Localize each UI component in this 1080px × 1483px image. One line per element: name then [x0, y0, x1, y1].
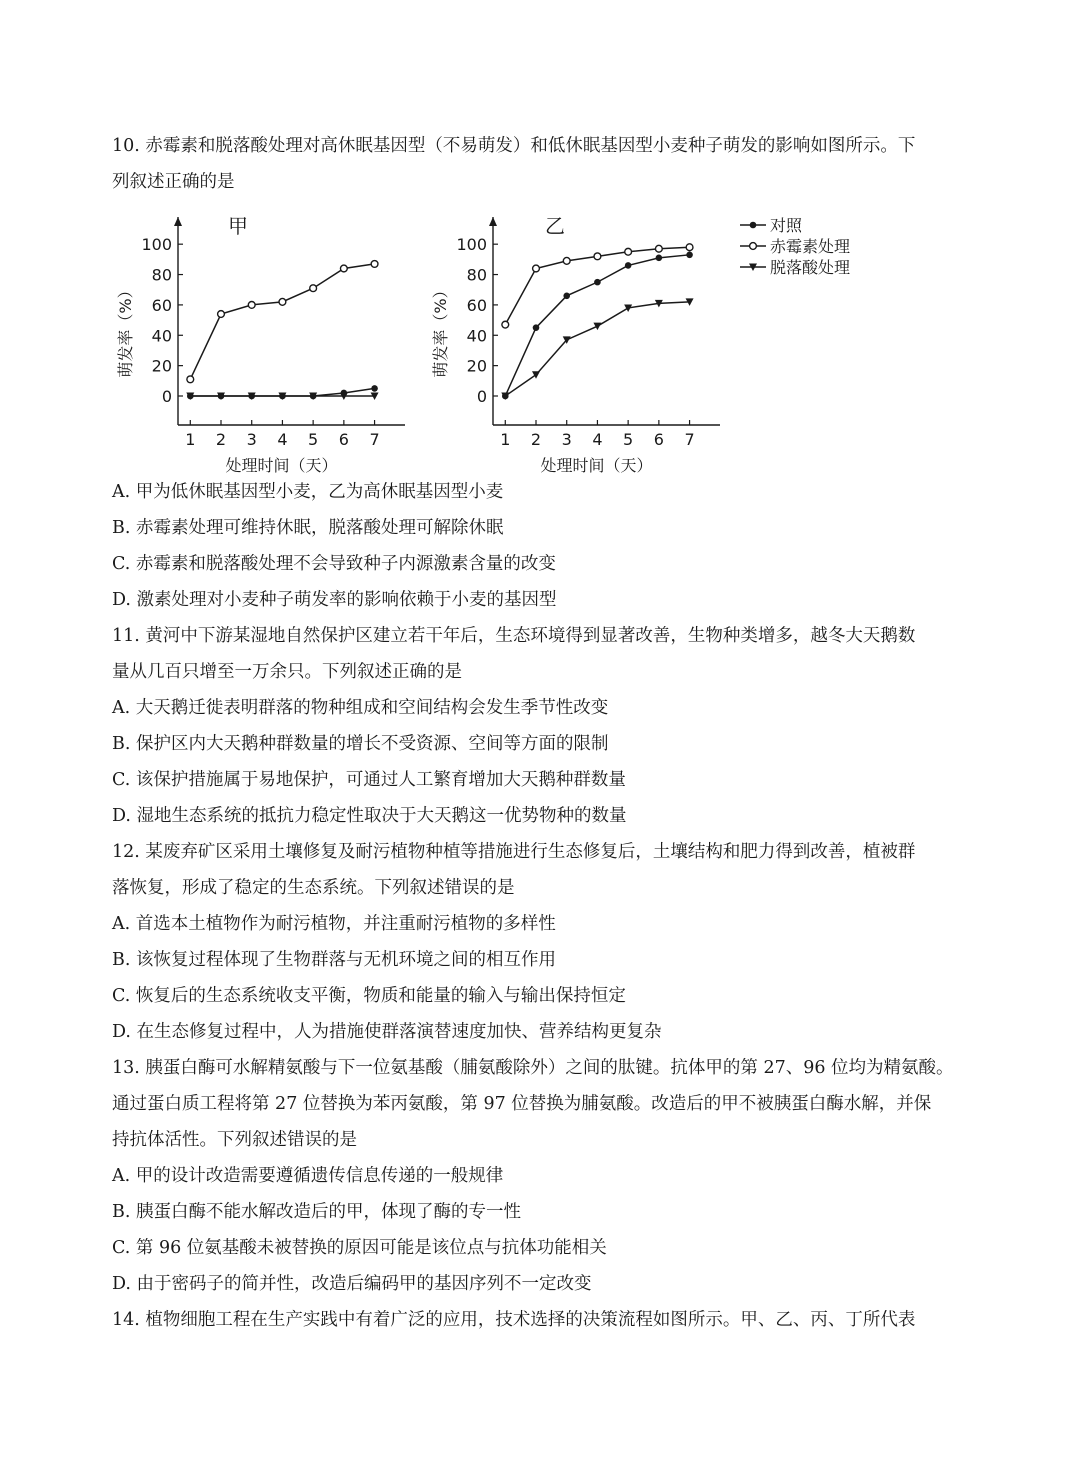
legend-marker	[750, 222, 757, 229]
q14-stem-line1: 14. 植物细胞工程在生产实践中有着广泛的应用，技术选择的决策流程如图所示。甲、乙、丙、丁所代表	[112, 1310, 916, 1330]
x-tick-label: 3	[246, 430, 257, 449]
q12-stem-line2: 落恢复，形成了稳定的生态系统。下列叙述错误的是	[112, 878, 515, 898]
x-tick-label: 1	[185, 430, 196, 449]
chart-title: 乙	[545, 214, 565, 238]
data-point	[371, 261, 378, 268]
x-tick-label: 2	[530, 430, 542, 449]
data-point	[340, 265, 347, 272]
q11-stem-line2: 量从几百只增至一万余只。下列叙述正确的是	[112, 662, 462, 682]
x-tick-label: 7	[369, 430, 380, 449]
q11-option-c: C. 该保护措施属于易地保护，可通过人工繁育增加大天鹅种群数量	[112, 770, 626, 790]
data-point	[625, 262, 632, 269]
legend-marker	[750, 243, 757, 250]
chart-panel-yi	[431, 214, 720, 475]
q10-option-c: C. 赤霉素和脱落酸处理不会导致种子内源激素含量的改变	[112, 554, 556, 574]
legend-label: 对照	[770, 216, 803, 235]
y-axis-arrow	[174, 217, 182, 226]
q13-stem-line3: 持抗体活性。下列叙述错误的是	[112, 1130, 357, 1150]
data-point	[563, 257, 570, 264]
q11-stem-line1: 11. 黄河中下游某湿地自然保护区建立若干年后，生态环境得到显著改善，生物种类增多，越冬大天鹅数	[112, 626, 916, 646]
data-point	[187, 376, 194, 383]
x-tick-label: 5	[623, 430, 634, 449]
chart-legend	[740, 216, 850, 277]
y-tick-label: 100	[141, 235, 172, 255]
y-tick-label: 80	[466, 265, 487, 285]
q12-option-b: B. 该恢复过程体现了生物群落与无机环境之间的相互作用	[112, 950, 556, 970]
data-point	[248, 302, 255, 309]
chart-title: 甲	[228, 214, 248, 238]
x-tick-label: 5	[308, 430, 319, 449]
data-point	[686, 244, 693, 251]
x-tick-label: 4	[277, 430, 288, 449]
chart-panel-jia	[116, 214, 405, 475]
x-tick-label: 6	[653, 430, 664, 449]
data-point	[686, 252, 693, 259]
x-tick-label: 4	[592, 430, 603, 449]
data-point	[625, 248, 632, 255]
q10-option-a: A. 甲为低休眠基因型小麦，乙为高休眠基因型小麦	[112, 482, 504, 502]
q10-stem-line1: 10. 赤霉素和脱落酸处理对高休眠基因型（不易萌发）和低休眠基因型小麦种子萌发的影响如图所示。下	[112, 136, 916, 156]
y-tick-label: 60	[466, 295, 487, 315]
q13-option-a: A. 甲的设计改造需要遵循遗传信息传递的一般规律	[112, 1166, 504, 1186]
germination-charts	[100, 205, 900, 479]
x-tick-label: 7	[684, 430, 695, 449]
y-tick-label: 20	[466, 356, 487, 376]
chart-figure	[100, 205, 900, 475]
q12-option-d: D. 在生态修复过程中，人为措施使群落演替速度加快、营养结构更复杂	[112, 1022, 662, 1042]
series-line-1	[190, 264, 374, 379]
q10-option-d: D. 激素处理对小麦种子萌发率的影响依赖于小麦的基因型	[112, 590, 557, 610]
data-point	[656, 255, 663, 262]
y-tick-label: 60	[151, 295, 172, 315]
x-tick-label: 2	[215, 430, 227, 449]
q11-option-a: A. 大天鹅迁徙表明群落的物种组成和空间结构会发生季节性改变	[112, 698, 609, 718]
x-tick-label: 6	[338, 430, 349, 449]
q12-stem-line1: 12. 某废弃矿区采用土壤修复及耐污植物种植等措施进行生态修复后，土壤结构和肥力得到改善，植被群	[112, 842, 916, 862]
y-tick-label: 0	[161, 387, 172, 406]
data-point	[563, 293, 570, 300]
y-axis-label: 萌发率（%）	[116, 282, 135, 378]
data-point	[218, 311, 225, 318]
y-tick-label: 40	[151, 326, 172, 346]
y-tick-label: 0	[476, 387, 487, 406]
x-axis-label: 处理时间（天）	[540, 456, 653, 475]
data-point	[371, 385, 378, 392]
q10-stem-line2: 列叙述正确的是	[112, 172, 235, 192]
data-point	[593, 323, 601, 331]
x-tick-label: 1	[500, 430, 511, 449]
data-point	[532, 371, 540, 379]
data-point	[533, 265, 540, 272]
data-point	[655, 245, 662, 252]
x-tick-label: 3	[561, 430, 572, 449]
y-axis-label: 萌发率（%）	[431, 282, 450, 378]
q13-option-c: C. 第 96 位氨基酸未被替换的原因可能是该位点与抗体功能相关	[112, 1238, 607, 1258]
data-point	[310, 285, 317, 292]
data-point	[502, 321, 509, 328]
q13-stem-line1: 13. 胰蛋白酶可水解精氨酸与下一位氨基酸（脯氨酸除外）之间的肽键。抗体甲的第 27、96 位均为精氨酸。	[112, 1058, 954, 1078]
q13-option-d: D. 由于密码子的简并性，改造后编码甲的基因序列不一定改变	[112, 1274, 592, 1294]
y-axis-arrow	[489, 217, 497, 226]
data-point	[533, 324, 540, 331]
series-line-2	[505, 302, 689, 396]
legend-label: 赤霉素处理	[770, 237, 851, 256]
y-tick-label: 20	[151, 356, 172, 376]
y-tick-label: 80	[151, 265, 172, 285]
q13-stem-line2: 通过蛋白质工程将第 27 位替换为苯丙氨酸，第 97 位替换为脯氨酸。改造后的甲不被胰蛋白酶水解，并保	[112, 1094, 932, 1114]
data-point	[594, 253, 601, 260]
q12-option-a: A. 首选本土植物作为耐污植物，并注重耐污植物的多样性	[112, 914, 556, 934]
legend-label: 脱落酸处理	[770, 258, 851, 277]
q11-option-d: D. 湿地生态系统的抵抗力稳定性取决于大天鹅这一优势物种的数量	[112, 806, 627, 826]
q10-option-b: B. 赤霉素处理可维持休眠，脱落酸处理可解除休眠	[112, 518, 504, 538]
y-tick-label: 40	[466, 326, 487, 346]
y-tick-label: 100	[456, 235, 487, 255]
q11-option-b: B. 保护区内大天鹅种群数量的增长不受资源、空间等方面的限制	[112, 734, 609, 754]
data-point	[594, 279, 601, 286]
q13-option-b: B. 胰蛋白酶不能水解改造后的甲，体现了酶的专一性	[112, 1202, 521, 1222]
q12-option-c: C. 恢复后的生态系统收支平衡，物质和能量的输入与输出保持恒定	[112, 986, 626, 1006]
x-axis-label: 处理时间（天）	[225, 456, 338, 475]
data-point	[279, 298, 286, 305]
